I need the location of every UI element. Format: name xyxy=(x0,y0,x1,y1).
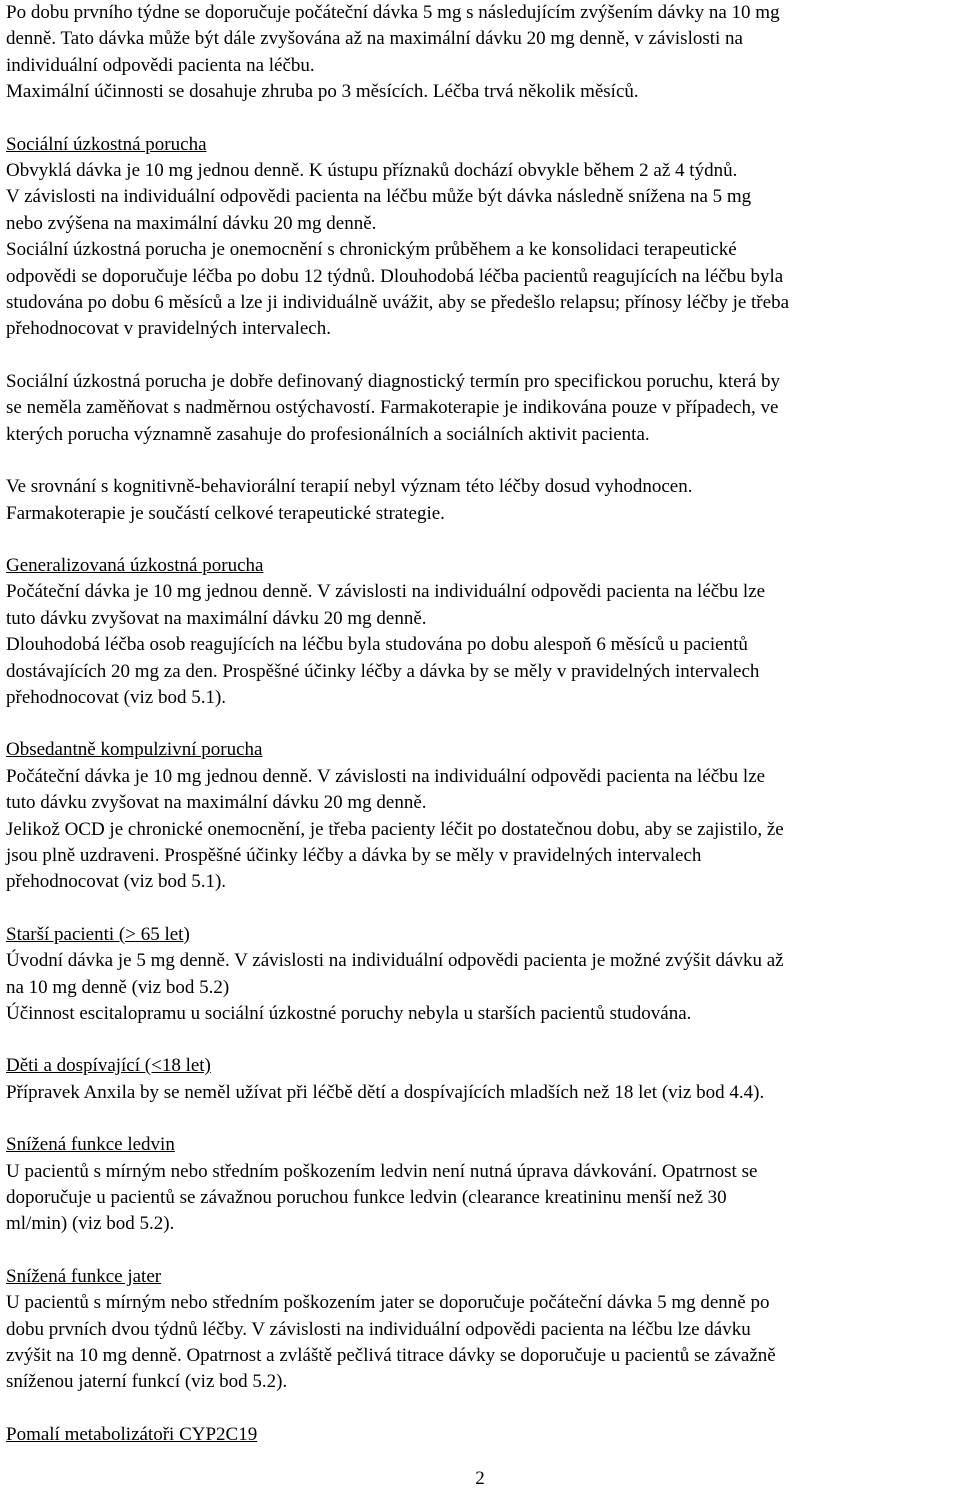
spacer xyxy=(6,1396,954,1422)
spacer xyxy=(6,1027,954,1053)
spacer xyxy=(6,527,954,553)
spacer xyxy=(6,711,954,737)
social-anxiety-heading: Sociální úzkostná porucha xyxy=(6,133,207,155)
page-number: 2 xyxy=(475,1468,485,1489)
generalized-anxiety-paragraph: Počáteční dávka je 10 mg jednou denně. V závislosti na individuální odpovědi pacienta na léčbu lze tuto dávku zvyšovat na maximální dávku 20 mg denně. Dlouhodobá léčba osob reagujících na léčbu byla studována po dobu alespoň 6 měsíců u pacientů dostávajících 20 mg za den. Prospěšné účinky léčby a dávka by se měly v pravidelných intervalech přehodnocovat (viz bod 5.1). xyxy=(6,581,766,708)
ocd-heading: Obsedantně kompulzivní porucha xyxy=(6,739,263,761)
children-heading: Děti a dospívající (<18 let) xyxy=(6,1055,211,1077)
spacer xyxy=(6,896,954,922)
social-anxiety-paragraph-1: Obvyklá dávka je 10 mg jednou denně. K ústupu příznaků dochází obvykle během 2 až 4 týdnů. V závislosti na individuální odpovědi pacienta na léčbu může být dávka následně snížena na 5 mg nebo zvýšena na maximální dávku 20 mg denně. Sociální úzkostná porucha je onemocnění s chronickým průběhem a ke konsolidaci terapeutické odpovědi se doporučuje léčba po dobu 12 týdnů. Dlouhodobá léčba pacientů reagujících na léčbu byla studována po dobu 6 měsíců a lze ji individuálně uvážit, aby se předešlo relapsu; přínosy léčby je třeba přehodnocovat v pravidelných intervalech. xyxy=(6,160,789,340)
spacer xyxy=(6,106,954,132)
cyp2c19-heading: Pomalí metabolizátoři CYP2C19 xyxy=(6,1423,258,1445)
renal-impairment-paragraph: U pacientů s mírným nebo středním poškozením ledvin není nutná úprava dávkování. Opatrnost se doporučuje u pacientů se závažnou poruchou funkce ledvin (clearance kreatininu menší než 30 ml/min) (viz bod 5.2). xyxy=(6,1160,758,1235)
social-anxiety-paragraph-2: Sociální úzkostná porucha je dobře definovaný diagnostický termín pro specifickou poruchu, která by se neměla zaměňovat s nadměrnou ostýchavostí. Farmakoterapie je indikována pouze v případech, ve kterých porucha významně zasahuje do profesionálních a sociálních aktivit pacienta. xyxy=(6,370,781,445)
spacer xyxy=(6,1238,954,1264)
spacer xyxy=(6,1106,954,1132)
social-anxiety-paragraph-3: Ve srovnání s kognitivně-behaviorální terapií nebyl význam této léčby dosud vyhodnocen. Farmakoterapie je součástí celkové terapeutické strategie. xyxy=(6,476,693,524)
generalized-anxiety-heading: Generalizovaná úzkostná porucha xyxy=(6,554,264,576)
document-page xyxy=(6,0,954,1448)
spacer xyxy=(6,448,954,474)
elderly-paragraph: Úvodní dávka je 5 mg denně. V závislosti na individuální odpovědi pacienta je možné zvýšit dávku až na 10 mg denně (viz bod 5.2) Účinnost escitalopramu u sociální úzkostné poruchy nebyla u starších pacientů studována. xyxy=(6,950,784,1024)
children-paragraph: Přípravek Anxila by se neměl užívat při léčbě dětí a dospívajících mladších než 18 let (viz bod 4.4). xyxy=(6,1081,765,1103)
hepatic-impairment-heading: Snížená funkce jater xyxy=(6,1265,162,1287)
intro-paragraph: Po dobu prvního týdne se doporučuje počáteční dávka 5 mg s následujícím zvýšením dávky na 10 mg denně. Tato dávka může být dále zvyšována až na maximální dávku 20 mg denně, v závislosti na individuální odpovědi pacienta na léčbu. Maximální účinnosti se dosahuje zhruba po 3 měsících. Léčba trvá několik měsíců. xyxy=(6,2,780,103)
spacer xyxy=(6,343,954,369)
renal-impairment-heading: Snížená funkce ledvin xyxy=(6,1134,175,1156)
hepatic-impairment-paragraph: U pacientů s mírným nebo středním poškozením jater se doporučuje počáteční dávka 5 mg denně po dobu prvních dvou týdnů léčby. V závislosti na individuální odpovědi pacienta na léčbu lze dávku zvýšit na 10 mg denně. Opatrnost a zvláště pečlivá titrace dávky se doporučuje u pacientů se závažně sníženou jaterní funkcí (viz bod 5.2). xyxy=(6,1292,776,1393)
elderly-heading: Starší pacienti (> 65 let) xyxy=(6,923,190,945)
ocd-paragraph: Počáteční dávka je 10 mg jednou denně. V závislosti na individuální odpovědi pacienta na léčbu lze tuto dávku zvyšovat na maximální dávku 20 mg denně. Jelikož OCD je chronické onemocnění, je třeba pacienty léčit po dostatečnou dobu, aby se zajistilo, že jsou plně uzdraveni. Prospěšné účinky léčby a dávka by se měly v pravidelných intervalech přehodnocovat (viz bod 5.1). xyxy=(6,765,784,893)
